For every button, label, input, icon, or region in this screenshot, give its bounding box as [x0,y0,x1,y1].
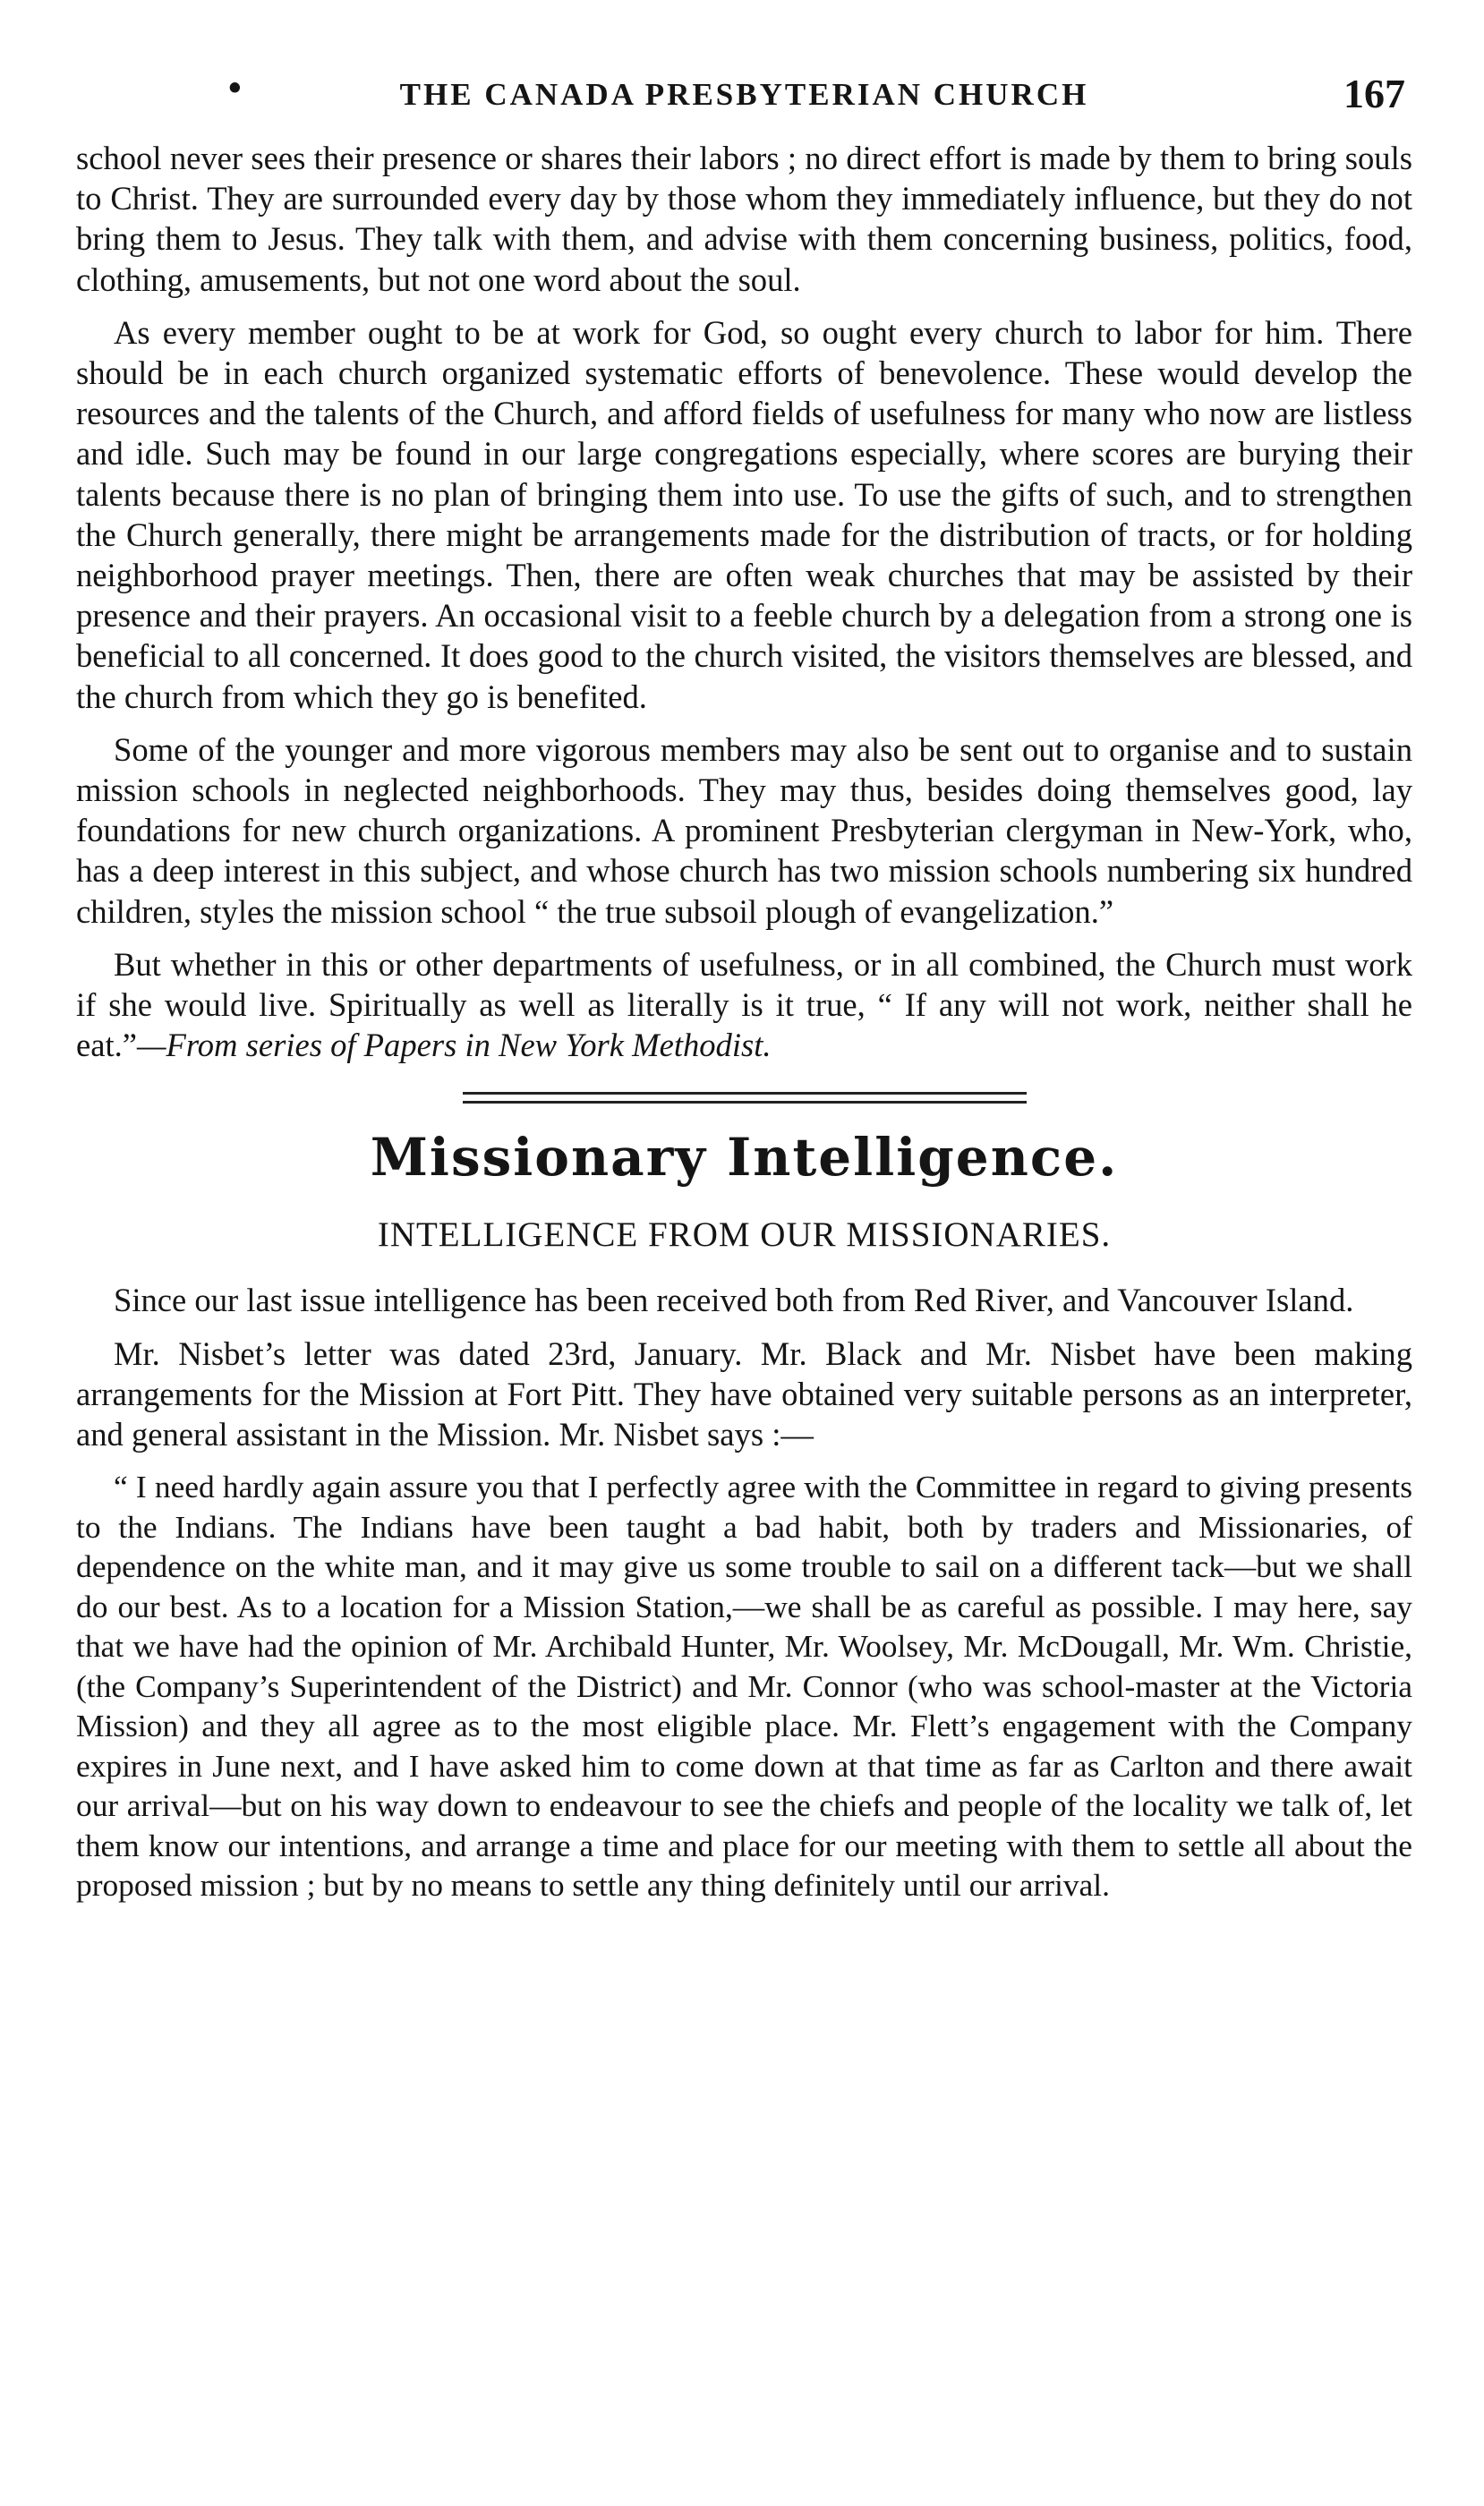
section-title: Missionary Intelligence. [370,1127,1119,1189]
page-number: 167 [1343,71,1405,116]
article-paragraph-3: Some of the younger and more vigorous members may also be sent out to organise and to sustain mission schools in neglected neighborhoods. They may thus, besides doing themselves good, lay foundations for new church organizations. A prominent Presbyterian clergyman in New-York, who, has a deep interest in this subject, and whose church has two mission schools numbering six hundred children, styles the mission school “ the true subsoil plough of evangelization.” [76,730,1412,930]
article-paragraph-1: school never sees their presence or shares their labors ; no direct effort is made by them to bring souls to Christ. They are surrounded every day by those whom they immediately influence, but they do not bring them to Jesus. They talk with them, and advise with them concerning business, politics, food, clothing, amusements, but not one word about the soul. [76,140,1412,298]
letter-quotation [76,1467,1412,1905]
article-body [76,138,1412,1065]
section-subheading: INTELLIGENCE FROM OUR MISSIONARIES. [377,1215,1112,1255]
running-title: THE CANADA PRESBYTERIAN CHURCH [399,77,1089,112]
section-divider [463,1092,1027,1104]
header-bullet: • [228,68,242,109]
article-paragraph-4 [76,944,1412,1066]
letter-quotation-text: “ I need hardly again assure you that I perfectly agree with the Committee in regard to giving presents to the Indians. The Indians have been taught a bad habit, both by traders and Missionaries, of dependence on the white man, and it may give us some trouble to sail on a different tack—but we shall do our best. As to a location for a Mission Station,—we shall be as careful as possible. I may here, say that we have had the opinion of Mr. Archibald Hunter, Mr. Woolsey, Mr. McDougall, Mr. Wm. Christie, (the Company’s Superintendent of the District) and Mr. Connor (who was school-master at the Victoria Mission) and they all agree as to the most eligible place. Mr. Flett’s engagement with the Company expires in June next, and I have asked him to come down at that time as far as Carlton and there await our arrival—but on his way down to endeavour to see the chiefs and people of the locality we talk of, let them know our intentions, and arrange a time and place for our meeting with them to settle all about the proposed mission ; but by no means to settle any thing definitely until our arrival. [76,1469,1412,1904]
intelligence-body [76,1280,1412,1454]
running-head [76,70,1412,120]
article-paragraph-2: As every member ought to be at work for God, so ought every church to labor for him. There should be in each church organized systematic efforts of benevolence. These would develop the resources and the talents of the Church, and afford fields of usefulness for many who now are listless and idle. Such may be found in our large congregations especially, where scores are burying their talents because there is no plan of bringing them into use. To use the gifts of such, and to strengthen the Church generally, there might be arrangements made for the distribution of tracts, or for holding neighborhood prayer meetings. Then, there are often weak churches that may be assisted by their presence and their prayers. An occasional visit to a feeble church by a delegation from a strong one is beneficial to all concerned. It does good to the church visited, the visitors themselves are blessed, and the church from which they go is benefited. [76,313,1412,715]
article-paragraph-4-text: But whether in this or other departments of usefulness, or in all combined, the Church must work if she would live. Spiritually as well as literally is it true, “ If any will not work, neither shall he eat.” [76,945,1412,1064]
intelligence-paragraph-2: Mr. Nisbet’s letter was dated 23rd, January. Mr. Black and Mr. Nisbet have been making arrangements for the Mission at Fort Pitt. They have obtained very suitable persons as an interpreter, and general assistant in the Mission. Mr. Nisbet says :— [76,1334,1412,1453]
article-source-attribution: —From series of Papers in New York Methodist. [137,1027,772,1064]
divider-rule-bottom [463,1101,1027,1104]
intelligence-paragraph-1: Since our last issue intelligence has been received both from Red River, and Vancouver Island. [114,1282,1354,1319]
